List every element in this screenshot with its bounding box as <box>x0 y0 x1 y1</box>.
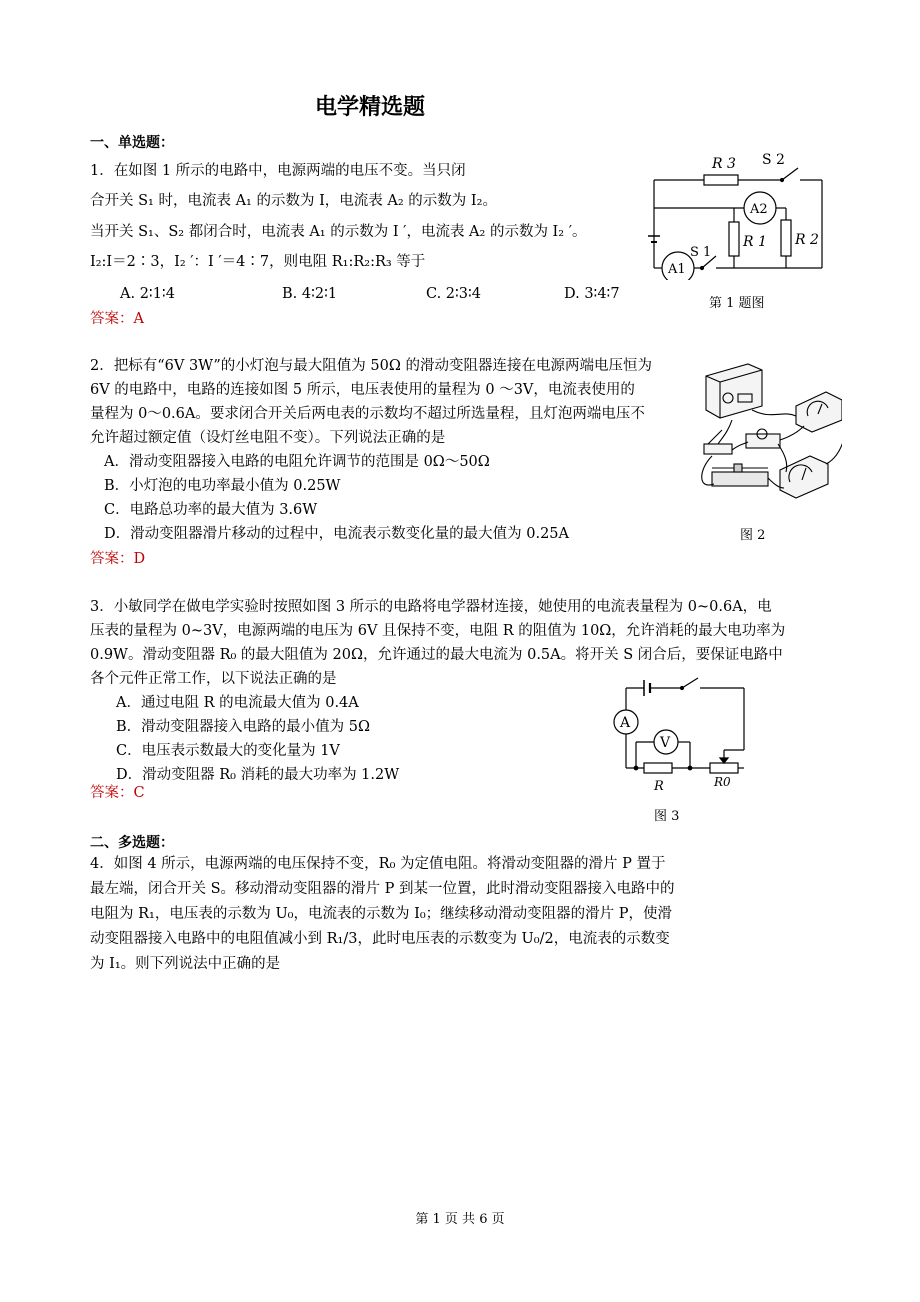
q2-answer: 答案：D <box>90 551 146 567</box>
q2-line-3: 量程为 0～0.6A。要求闭合开关后两电表的示数均不超过所选量程，且灯泡两端电压不 <box>90 406 645 422</box>
q1-answer: 答案：A <box>90 311 144 327</box>
q3-line-3: 0.9W。滑动变阻器 R₀ 的最大阻值为 20Ω，允许通过的最大电流为 0.5A。将开关 S 闭合后，要保证电路中 <box>90 647 783 663</box>
label-r: R <box>654 779 664 794</box>
q2-choice-a: A．滑动变阻器接入电路的电阻允许调节的范围是 0Ω～50Ω <box>104 454 490 470</box>
q1-choice-c: C. 2∶3∶4 <box>426 286 482 302</box>
page-footer: 第 1 页 共 6 页 <box>415 1212 505 1227</box>
q1-choice-a: A. 2∶1∶4 <box>120 286 175 302</box>
q3-line-2: 压表的量程为 0~3V，电源两端的电压为 6V 且保持不变，电阻 R 的阻值为 10Ω，允许消耗的最大电功率为 <box>90 623 786 639</box>
q2-figure-caption: 图 2 <box>740 528 766 543</box>
q2-choice-c: C．电路总功率的最大值为 3.6W <box>104 502 318 518</box>
q1-line-1: 1．在如图 1 所示的电路中，电源两端的电压不变。当只闭 <box>90 163 466 179</box>
label-a2: A2 <box>750 202 768 217</box>
q3-line-4: 各个元件正常工作，以下说法正确的是 <box>90 671 337 687</box>
label-s2: S 2 <box>762 152 785 168</box>
q2-apparatus-illustration <box>692 360 842 518</box>
label-r0: R0 <box>714 775 731 789</box>
q3-choice-b: B．滑动变阻器接入电路的最小值为 5Ω <box>116 719 371 735</box>
q2-line-2: 6V 的电路中，电路的连接如图 5 所示，电压表使用的量程为 0 ～3V，电流表使用的 <box>90 382 635 398</box>
q4-line-5: 为 I₁。则下列说法中正确的是 <box>90 956 281 972</box>
q2-line-4: 允许超过额定值（设灯丝电阻不变）。下列说法正确的是 <box>90 430 446 446</box>
q4-line-3: 电阻为 R₁，电压表的示数为 U₀，电流表的示数为 I₀；继续移动滑动变阻器的滑片 P，使滑 <box>90 906 672 922</box>
q3-line-1: 3．小敏同学在做电学实验时按照如图 3 所示的电路将电学器材连接，她使用的电流表量程为 0~0.6A，电 <box>90 599 772 615</box>
q1-line-4: I₂:I＝2∶3，I₂ ′：I ′＝4∶7，则电阻 R₁:R₂:R₃ 等于 <box>90 254 426 270</box>
label-a1: A1 <box>668 262 686 277</box>
label-s1: S 1 <box>690 245 712 260</box>
q1-circuit-diagram <box>640 150 840 280</box>
page-title: 电学精选题 <box>314 95 425 120</box>
q2-line-1: 2．把标有“6V 3W”的小灯泡与最大阻值为 50Ω 的滑动变阻器连接在电源两端电压恒为 <box>90 358 652 374</box>
q1-figure-caption: 第 1 题图 <box>709 296 765 311</box>
label-voltmeter: V <box>660 735 671 751</box>
q3-circuit-diagram <box>610 674 750 798</box>
q1-choice-d: D. 3∶4∶7 <box>564 286 620 302</box>
q1-choice-b: B. 4∶2∶1 <box>282 286 338 302</box>
section-multiple-choice: 二、多选题： <box>90 835 174 851</box>
q4-line-2: 最左端，闭合开关 S。移动滑动变阻器的滑片 P 到某一位置，此时滑动变阻器接入电路中的 <box>90 881 675 897</box>
label-r2: R 2 <box>795 232 819 248</box>
q3-choice-c: C．电压表示数最大的变化量为 1V <box>116 743 340 759</box>
q2-choice-d: D．滑动变阻器滑片移动的过程中，电流表示数变化量的最大值为 0.25A <box>104 526 569 542</box>
label-ammeter: A <box>620 715 631 731</box>
q4-line-4: 动变阻器接入电路中的电阻值减小到 R₁/3，此时电压表的示数变为 U₀/2，电流表的示数变 <box>90 931 670 947</box>
q4-line-1: 4．如图 4 所示，电源两端的电压保持不变，R₀ 为定值电阻。将滑动变阻器的滑片 P 置于 <box>90 856 666 872</box>
label-r3: R 3 <box>712 156 736 172</box>
q3-answer: 答案：C <box>90 785 145 801</box>
q1-line-2: 合开关 S₁ 时，电流表 A₁ 的示数为 I，电流表 A₂ 的示数为 I₂。 <box>90 193 497 209</box>
label-r1: R 1 <box>743 234 767 250</box>
q3-choice-d: D．滑动变阻器 R₀ 消耗的最大功率为 1.2W <box>116 767 400 783</box>
section-single-choice: 一、单选题： <box>90 135 174 151</box>
q3-figure-caption: 图 3 <box>654 809 680 824</box>
q3-choice-a: A．通过电阻 R 的电流最大值为 0.4A <box>116 695 359 711</box>
q1-line-3: 当开关 S₁、S₂ 都闭合时，电流表 A₁ 的示数为 I ′，电流表 A₂ 的示数为 I₂ ′。 <box>90 224 587 240</box>
q2-choice-b: B．小灯泡的电功率最小值为 0.25W <box>104 478 341 494</box>
